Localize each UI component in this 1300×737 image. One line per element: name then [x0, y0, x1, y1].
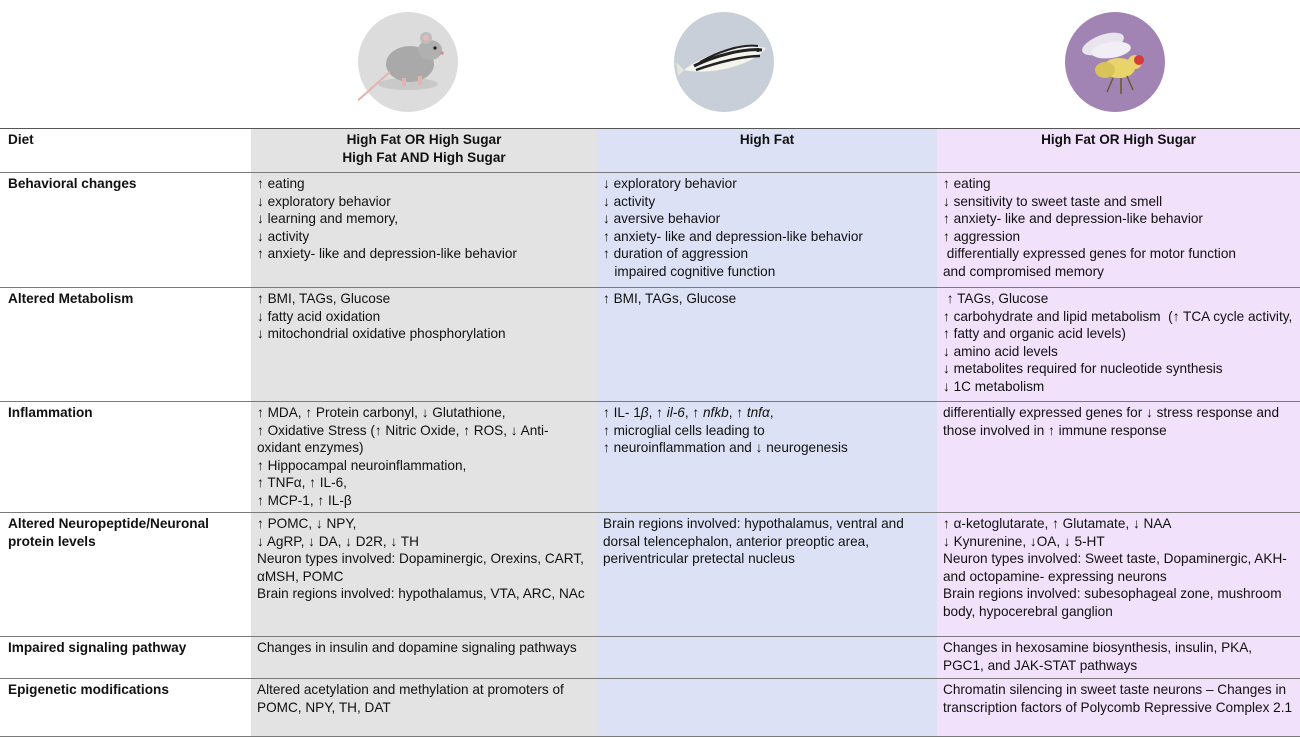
cell-fly-inflammation: differentially expressed genes for ↓ stress response and those involved in ↑ immune response [937, 402, 1300, 513]
cell-fly-behavioral: ↑ eating ↓ sensitivity to sweet taste and smell ↑ anxiety- like and depression-like behavior ↑ aggression differentially expressed genes for motor function and compromised memory [937, 173, 1300, 288]
cell-fish-neuro: Brain regions involved: hypothalamus, ventral and dorsal telencephalon, anterior preoptic area, periventricular pretectal nucleus [597, 513, 937, 637]
cell-fish-behavioral: ↓ exploratory behavior ↓ activity ↓ aversive behavior ↑ anxiety- like and depression-like behavior ↑ duration of aggression impaired cognitive function [597, 173, 937, 288]
mouse-icon [358, 12, 458, 112]
organism-illustrations [0, 0, 1300, 128]
zebrafish-icon [674, 12, 774, 112]
row-label: Altered Metabolism [0, 288, 251, 402]
row-label: Impaired signaling pathway [0, 637, 251, 679]
cell-fly-signaling: Changes in hexosamine biosynthesis, insulin, PKA, PGC1, and JAK-STAT pathways [937, 637, 1300, 679]
fruit-fly-icon [1065, 12, 1165, 112]
cell-fly-metabolism: ↑ TAGs, Glucose ↑ carbohydrate and lipid metabolism (↑ TCA cycle activity, ↑ fatty and organic acid levels) ↓ amino acid levels ↓ metabolites required for nucleotide synthesis ↓ 1C metabolism [937, 288, 1300, 402]
cell-mouse-signaling: Changes in insulin and dopamine signaling pathways [251, 637, 597, 679]
cell-fly-diet: High Fat OR High Sugar [937, 129, 1300, 173]
row-altered-metabolism [0, 288, 1300, 402]
cell-fish-diet: High Fat [597, 129, 937, 173]
row-epigenetic-modifications [0, 679, 1300, 737]
cell-fish-epigenetic [597, 679, 937, 737]
cell-mouse-neuro: ↑ POMC, ↓ NPY, ↓ AgRP, ↓ DA, ↓ D2R, ↓ TH Neuron types involved: Dopaminergic, Orexins, CART, αMSH, POMC Brain regions involved: hypothalamus, VTA, ARC, NAc [251, 513, 597, 637]
row-diet [0, 129, 1300, 173]
cell-mouse-inflammation: ↑ MDA, ↑ Protein carbonyl, ↓ Glutathione, ↑ Oxidative Stress (↑ Nitric Oxide, ↑ ROS, ↓ Anti-oxidant enzymes) ↑ Hippocampal neuroinflammation, ↑ TNFα, ↑ IL-6, ↑ MCP-1, ↑ IL-β [251, 402, 597, 513]
row-label: Diet [0, 129, 251, 173]
cell-fly-epigenetic: Chromatin silencing in sweet taste neurons – Changes in transcription factors of Polycomb Repressive Complex 2.1 [937, 679, 1300, 737]
cell-mouse-behavioral: ↑ eating ↓ exploratory behavior ↓ learning and memory, ↓ activity ↑ anxiety- like and depression-like behavior [251, 173, 597, 288]
cell-mouse-metabolism: ↑ BMI, TAGs, Glucose ↓ fatty acid oxidation ↓ mitochondrial oxidative phosphorylation [251, 288, 597, 402]
row-neuropeptide-levels [0, 513, 1300, 637]
cell-fly-neuro: ↑ α-ketoglutarate, ↑ Glutamate, ↓ NAA ↓ Kynurenine, ↓OA, ↓ 5-HT Neuron types involved: Sweet taste, Dopaminergic, AKH- and octopamine- expressing neurons Brain regions involved: subesophageal zone, mushroom body, hypocerebral ganglion [937, 513, 1300, 637]
row-label: Behavioral changes [0, 173, 251, 288]
cell-mouse-epigenetic: Altered acetylation and methylation at promoters of POMC, NPY, TH, DAT [251, 679, 597, 737]
cell-fish-metabolism: ↑ BMI, TAGs, Glucose [597, 288, 937, 402]
row-impaired-signaling [0, 637, 1300, 679]
row-label: Epigenetic modifications [0, 679, 251, 737]
row-label: Altered Neuropeptide/Neuronal protein levels [0, 513, 251, 637]
cell-mouse-diet: High Fat OR High Sugar High Fat AND High Sugar [251, 129, 597, 173]
row-behavioral-changes [0, 173, 1300, 288]
row-inflammation [0, 402, 1300, 513]
row-label: Inflammation [0, 402, 251, 513]
cell-fish-inflammation: ↑ IL- 1β, ↑ il-6, ↑ nfkb, ↑ tnfα, ↑ microglial cells leading to ↑ neuroinflammation and ↓ neurogenesis [597, 402, 937, 513]
diet-effects-table [0, 128, 1300, 737]
cell-fish-signaling [597, 637, 937, 679]
